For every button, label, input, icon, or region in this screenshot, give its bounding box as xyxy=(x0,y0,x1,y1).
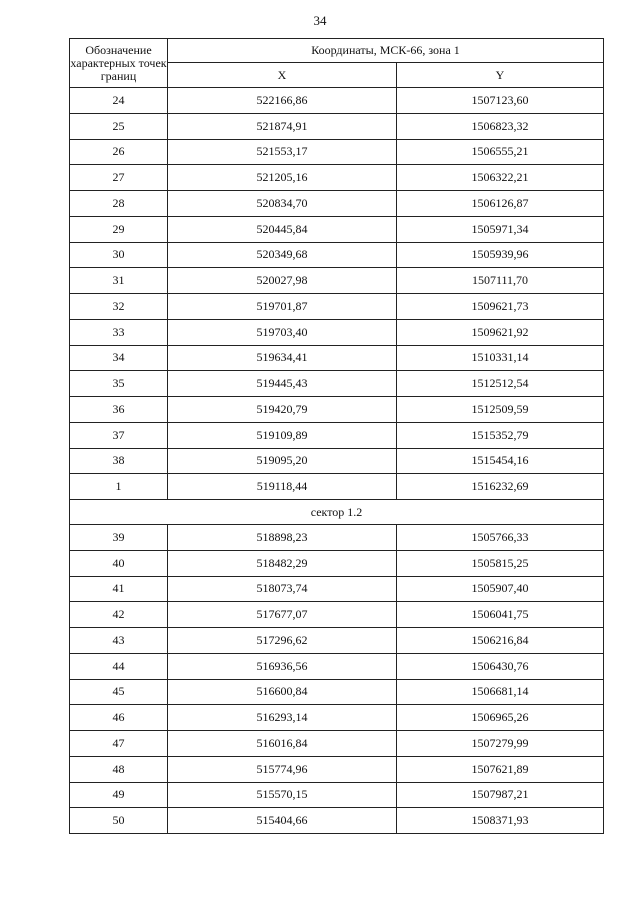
table-row xyxy=(70,705,604,731)
table-row xyxy=(70,756,604,782)
table-row xyxy=(70,165,604,191)
table-row xyxy=(70,345,604,371)
x-coordinate-cell: 518073,74 xyxy=(168,576,397,602)
table-row xyxy=(70,216,604,242)
point-cell: 37 xyxy=(70,422,168,448)
table-body-part-1 xyxy=(70,88,604,500)
point-cell: 1 xyxy=(70,474,168,500)
x-coordinate-cell: 520349,68 xyxy=(168,242,397,268)
x-coordinate-cell: 522166,86 xyxy=(168,88,397,114)
point-cell: 46 xyxy=(70,705,168,731)
y-coordinate-cell: 1506681,14 xyxy=(397,679,604,705)
point-cell: 35 xyxy=(70,371,168,397)
y-coordinate-cell: 1506216,84 xyxy=(397,628,604,654)
point-designation-header: Обозначение характерных точек границ xyxy=(70,39,168,88)
y-coordinate-cell: 1508371,93 xyxy=(397,808,604,834)
point-cell: 36 xyxy=(70,397,168,423)
x-coordinate-cell: 515774,96 xyxy=(168,756,397,782)
table-row xyxy=(70,294,604,320)
table-row xyxy=(70,88,604,114)
x-coordinate-cell: 519109,89 xyxy=(168,422,397,448)
y-coordinate-cell: 1505815,25 xyxy=(397,550,604,576)
point-cell: 50 xyxy=(70,808,168,834)
table-row xyxy=(70,191,604,217)
x-coordinate-cell: 516600,84 xyxy=(168,679,397,705)
coordinates-table xyxy=(69,38,604,834)
x-coordinate-cell: 519095,20 xyxy=(168,448,397,474)
y-coordinate-cell: 1506126,87 xyxy=(397,191,604,217)
y-coordinate-cell: 1507279,99 xyxy=(397,731,604,757)
x-coordinate-cell: 518482,29 xyxy=(168,550,397,576)
table-row xyxy=(70,139,604,165)
x-coordinate-cell: 517296,62 xyxy=(168,628,397,654)
sector-row xyxy=(70,500,604,525)
point-cell: 49 xyxy=(70,782,168,808)
point-cell: 33 xyxy=(70,319,168,345)
table-row xyxy=(70,525,604,551)
x-coordinate-cell: 516936,56 xyxy=(168,653,397,679)
table-row xyxy=(70,782,604,808)
point-cell: 28 xyxy=(70,191,168,217)
y-coordinate-cell: 1507123,60 xyxy=(397,88,604,114)
point-cell: 40 xyxy=(70,550,168,576)
point-cell: 26 xyxy=(70,139,168,165)
x-coordinate-cell: 521553,17 xyxy=(168,139,397,165)
point-cell: 29 xyxy=(70,216,168,242)
y-coordinate-cell: 1506965,26 xyxy=(397,705,604,731)
table-row xyxy=(70,397,604,423)
y-coordinate-cell: 1516232,69 xyxy=(397,474,604,500)
y-coordinate-cell: 1506555,21 xyxy=(397,139,604,165)
y-coordinate-cell: 1505766,33 xyxy=(397,525,604,551)
x-coordinate-cell: 521874,91 xyxy=(168,113,397,139)
table-row xyxy=(70,550,604,576)
point-cell: 25 xyxy=(70,113,168,139)
point-cell: 24 xyxy=(70,88,168,114)
point-cell: 48 xyxy=(70,756,168,782)
y-coordinate-cell: 1506322,21 xyxy=(397,165,604,191)
point-cell: 34 xyxy=(70,345,168,371)
x-coordinate-cell: 518898,23 xyxy=(168,525,397,551)
x-coordinate-cell: 516016,84 xyxy=(168,731,397,757)
table-row xyxy=(70,576,604,602)
table-row xyxy=(70,113,604,139)
table-body-part-2 xyxy=(70,525,604,834)
y-coordinate-cell: 1515454,16 xyxy=(397,448,604,474)
page-number: 34 xyxy=(313,13,327,28)
x-coordinate-cell: 520445,84 xyxy=(168,216,397,242)
point-cell: 38 xyxy=(70,448,168,474)
y-coordinate-cell: 1510331,14 xyxy=(397,345,604,371)
y-coordinate-cell: 1512509,59 xyxy=(397,397,604,423)
x-coordinate-cell: 519701,87 xyxy=(168,294,397,320)
point-cell: 41 xyxy=(70,576,168,602)
sector-row-group xyxy=(70,500,604,525)
table-row xyxy=(70,653,604,679)
table-row xyxy=(70,371,604,397)
table-row xyxy=(70,422,604,448)
point-cell: 43 xyxy=(70,628,168,654)
table-row xyxy=(70,268,604,294)
x-coordinate-cell: 520027,98 xyxy=(168,268,397,294)
point-cell: 27 xyxy=(70,165,168,191)
point-cell: 32 xyxy=(70,294,168,320)
point-cell: 42 xyxy=(70,602,168,628)
y-coordinate-cell: 1505939,96 xyxy=(397,242,604,268)
x-coordinate-cell: 519703,40 xyxy=(168,319,397,345)
table-row xyxy=(70,242,604,268)
coordinates-header: Координаты, МСК-66, зона 1 xyxy=(168,39,604,63)
x-coordinate-cell: 516293,14 xyxy=(168,705,397,731)
x-coordinate-cell: 519445,43 xyxy=(168,371,397,397)
x-coordinate-cell: 519420,79 xyxy=(168,397,397,423)
x-coordinate-cell: 515570,15 xyxy=(168,782,397,808)
x-coordinate-cell: 519634,41 xyxy=(168,345,397,371)
point-cell: 30 xyxy=(70,242,168,268)
x-coordinate-cell: 520834,70 xyxy=(168,191,397,217)
y-column-header: Y xyxy=(397,63,604,88)
y-coordinate-cell: 1509621,92 xyxy=(397,319,604,345)
sector-label: сектор 1.2 xyxy=(70,500,604,525)
x-column-header: X xyxy=(168,63,397,88)
x-coordinate-cell: 517677,07 xyxy=(168,602,397,628)
y-coordinate-cell: 1507987,21 xyxy=(397,782,604,808)
y-coordinate-cell: 1506430,76 xyxy=(397,653,604,679)
table-row xyxy=(70,319,604,345)
x-coordinate-cell: 515404,66 xyxy=(168,808,397,834)
table-row xyxy=(70,628,604,654)
x-coordinate-cell: 521205,16 xyxy=(168,165,397,191)
y-coordinate-cell: 1505907,40 xyxy=(397,576,604,602)
y-coordinate-cell: 1505971,34 xyxy=(397,216,604,242)
y-coordinate-cell: 1506041,75 xyxy=(397,602,604,628)
y-coordinate-cell: 1506823,32 xyxy=(397,113,604,139)
point-cell: 47 xyxy=(70,731,168,757)
y-coordinate-cell: 1507111,70 xyxy=(397,268,604,294)
y-coordinate-cell: 1509621,73 xyxy=(397,294,604,320)
table-row xyxy=(70,448,604,474)
table-row xyxy=(70,474,604,500)
x-coordinate-cell: 519118,44 xyxy=(168,474,397,500)
y-coordinate-cell: 1507621,89 xyxy=(397,756,604,782)
table-row xyxy=(70,731,604,757)
y-coordinate-cell: 1515352,79 xyxy=(397,422,604,448)
y-coordinate-cell: 1512512,54 xyxy=(397,371,604,397)
table-row xyxy=(70,679,604,705)
point-cell: 45 xyxy=(70,679,168,705)
point-cell: 44 xyxy=(70,653,168,679)
table-row xyxy=(70,602,604,628)
point-cell: 39 xyxy=(70,525,168,551)
table-row xyxy=(70,808,604,834)
point-cell: 31 xyxy=(70,268,168,294)
